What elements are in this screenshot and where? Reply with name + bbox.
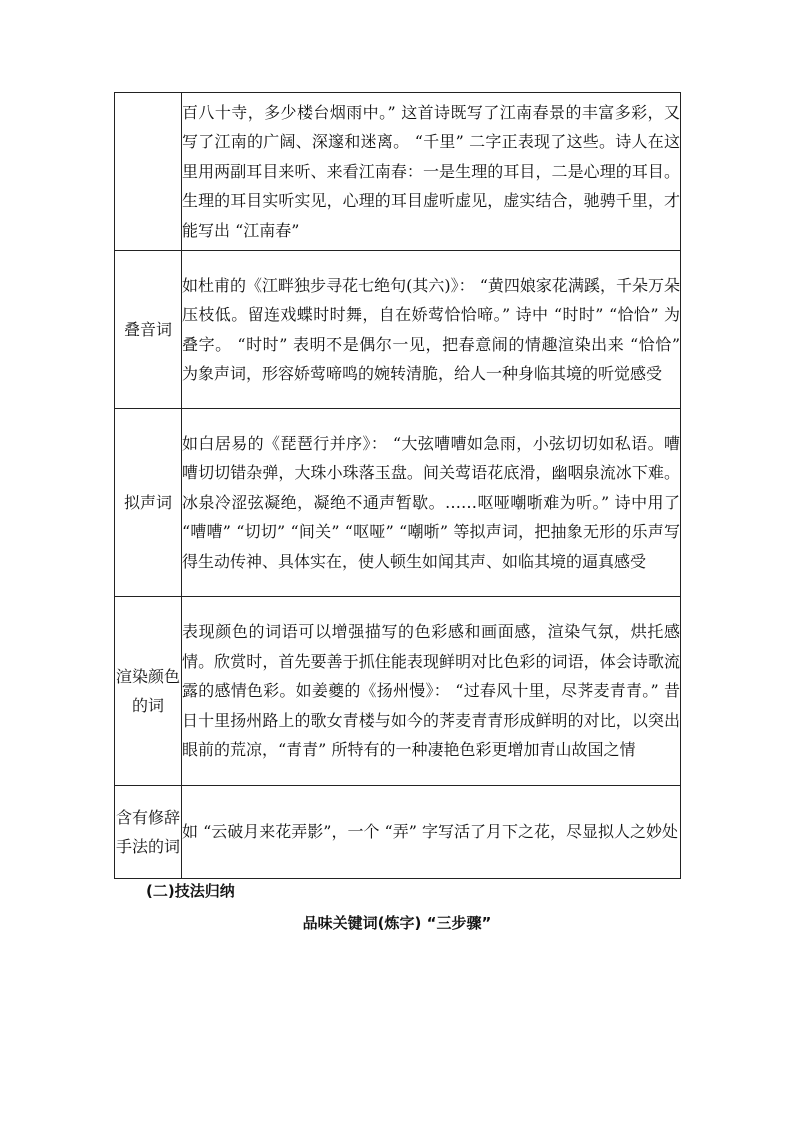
- row-content: 如杜甫的《江畔独步寻花七绝句(其六)》： “黄四娘家花满蹊，千朵万朵压枝低。留连戏蝶时时舞，自在娇莺恰恰啼。” 诗中 “时时” “恰恰” 为叠字。 “时时” 表明不是偶尔一见，把春意闹的情趣渲染出来 “恰恰” 为象声词，形容娇莺啼鸣的婉转清脆，给人一种身临其境的听觉感受: [182, 251, 681, 409]
- row-label: [115, 93, 182, 251]
- section-subheading: 品味关键词(炼字) “三步骤”: [302, 914, 492, 932]
- row-content: 表现颜色的词语可以增强描写的色彩感和画面感，渲染气氛，烘托感情。欣赏时，首先要善于抓住能表现鲜明对比色彩的词语，体会诗歌流露的感情色彩。如姜夔的《扬州慢》： “过春风十里，尽荠麦青青。” 昔日十里扬州路上的歌女青楼与如今的荠麦青青形成鲜明的对比，以突出眼前的荒凉，“青青” 所特有的一种凄艳色彩更增加青山故国之情: [182, 597, 681, 786]
- row-content: 如 “云破月来花弄影”，一个 “弄” 字写活了月下之花，尽显拟人之妙处: [182, 786, 681, 879]
- row-label: 拟声词: [115, 409, 182, 597]
- table-row: [115, 251, 681, 409]
- table-row: [115, 786, 681, 879]
- row-content: 如白居易的《琵琶行并序》： “大弦嘈嘈如急雨，小弦切切如私语。嘈嘈切切错杂弹，大珠小珠落玉盘。间关莺语花底滑，幽咽泉流冰下难。冰泉冷涩弦凝绝，凝绝不通声暂歇。……呕哑嘲哳难为听。” 诗中用了 “嘈嘈” “切切” “间关” “呕哑” “嘲哳” 等拟声词，把抽象无形的乐声写得生动传神、具体实在，使人顿生如闻其声、如临其境的逼真感受: [182, 409, 681, 597]
- row-content: 百八十寺，多少楼台烟雨中。” 这首诗既写了江南春景的丰富多彩，又写了江南的广阔、深邃和迷离。 “千里” 二字正表现了这些。诗人在这里用两副耳目来听、来看江南春：一是生理的耳目，二是心理的耳目。生理的耳目实听实见，心理的耳目虚听虚见，虚实结合，驰骋千里，才能写出 “江南春”: [182, 93, 681, 251]
- row-label: 叠音词: [115, 251, 182, 409]
- table-row: [115, 93, 681, 251]
- row-label: 含有修辞手法的词: [115, 786, 182, 879]
- section-heading: (二)技法归纳: [146, 882, 235, 900]
- table-row: [115, 409, 681, 597]
- row-label: 渲染颜色的词: [115, 597, 182, 786]
- table-row: [115, 597, 681, 786]
- techniques-table: [114, 92, 681, 879]
